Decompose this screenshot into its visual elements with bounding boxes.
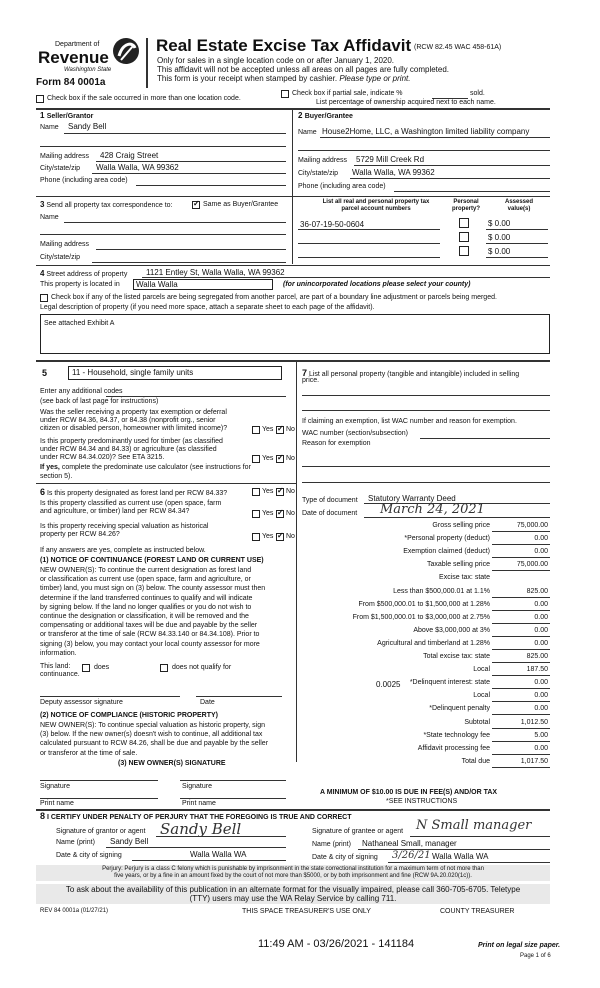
s8-num: 8 <box>40 811 46 821</box>
subtitle-3: This form is your receipt when stamped by cashier. <box>157 74 338 83</box>
form-title: Real Estate Excise Tax Affidavit <box>156 36 412 55</box>
s5-q1-line3: citizen or disabled person, homeowner with limited income)? <box>40 425 228 433</box>
s6-q1-no-checkbox[interactable] <box>276 488 284 496</box>
subtitle-2: This affidavit will not be accepted unless all areas on all pages are fully completed. <box>157 65 450 74</box>
subtitle-3b: Please type or print. <box>339 74 411 83</box>
parcel-number-1[interactable]: 36-07-19-50-0604 <box>300 220 365 229</box>
grantor-city[interactable]: Walla Walla WA <box>190 850 247 859</box>
s7-text-2: price. <box>302 377 320 384</box>
parcel-head-2: Personal <box>453 199 479 205</box>
new-owner-print-label-2: Print name <box>182 800 216 807</box>
s5-q2-no-checkbox[interactable] <box>276 455 284 463</box>
county-treasurer-label: COUNTY TREASURER <box>440 908 515 915</box>
location-value: Walla Walla <box>136 280 178 289</box>
tax-row-value[interactable]: 0.00 <box>534 705 548 713</box>
personal-property-checkbox-3[interactable] <box>459 246 469 256</box>
s5-q2-yes-checkbox[interactable] <box>252 455 260 463</box>
tax-row-label: Total excise tax: state <box>423 653 490 660</box>
grantor-name-label: Name (print) <box>56 839 95 846</box>
s6-q2-line1: Is this property classified as current use (open space, farm <box>40 500 222 507</box>
wac-number-label: WAC number (section/subsection) <box>302 430 408 437</box>
new-owner-signature-label-2: Signature <box>182 783 212 790</box>
revision-label: REV 84 0001a (01/27/21) <box>40 908 109 914</box>
corr-num: 3 <box>40 200 45 209</box>
corr-address-label: Mailing address <box>40 241 90 248</box>
statute: (RCW 82.45 WAC 458-61A) <box>414 44 502 51</box>
s7-text-1: List all personal property (tangible and intangible) included in selling <box>308 371 520 378</box>
s5-q1-line2: under RCW 84.36, 84.37, or 84.38 (nonprofit org., senior <box>40 417 216 425</box>
seller-name-label: Name <box>40 124 59 131</box>
legal-description-field[interactable] <box>40 314 550 354</box>
grantor-signature[interactable]: Sandy Bell <box>160 820 242 838</box>
seller-num: 1 <box>40 111 45 120</box>
s5-ifyes-text: complete the predominate use calculator (see instructions for <box>61 464 251 471</box>
s6-q2-line2: and agriculture, or timber) land per RCW 84.34? <box>40 508 190 516</box>
state-label: Washington State <box>64 67 112 73</box>
s5-num: 5 <box>42 368 48 378</box>
buyer-address-label: Mailing address <box>298 157 348 164</box>
dept-label: Department of <box>55 41 100 48</box>
buyer-num: 2 <box>298 111 303 120</box>
page-number: Page 1 of 6 <box>520 953 551 959</box>
tax-row-label: *Delinquent penalty <box>429 705 490 713</box>
tax-row-value[interactable]: 0.00 <box>534 548 548 556</box>
location-label: This property is located in <box>40 281 120 288</box>
personal-property-checkbox-1[interactable] <box>459 218 469 228</box>
s5-q1-no-label: No <box>286 426 295 433</box>
s6-q3-line1: Is this property receiving special valuation as historical <box>40 523 209 530</box>
buyer-heading: Buyer/Grantee <box>304 113 353 120</box>
tax-row-value[interactable]: 0.00 <box>534 600 548 608</box>
s6-q2-yes-checkbox[interactable] <box>252 510 260 518</box>
tax-row-value[interactable]: 0.00 <box>534 626 548 634</box>
same-as-buyer-label: Same as Buyer/Grantee <box>203 201 279 208</box>
s6-q3-no-label: No <box>286 533 295 540</box>
corr-name-label: Name <box>40 214 59 221</box>
ownership-label: List percentage of ownership acquired next to each name. <box>316 99 496 106</box>
doc-date-value[interactable]: March 24, 2021 <box>380 502 485 517</box>
see-back-label: (see back of last page for instructions) <box>40 398 159 405</box>
s5-q1-no-checkbox[interactable] <box>276 426 284 434</box>
tax-row-label: *State technology fee <box>423 731 490 739</box>
continuance-label: continuance. <box>40 671 80 679</box>
form-number: Form 84 0001a <box>36 77 106 88</box>
subtitle-1: Only for sales in a single location code on or after January 1, 2020. <box>157 56 395 65</box>
street-num: 4 <box>40 269 45 278</box>
seller-address[interactable]: 428 Craig Street <box>100 151 159 160</box>
doc-date-label: Date of document <box>302 510 358 517</box>
tax-row-label: *Delinquent interest: state <box>409 679 490 687</box>
tax-row-value[interactable]: 0.00 <box>534 744 548 752</box>
tax-row-label: Local <box>473 692 490 700</box>
cashier-stamp: 11:49 AM - 03/26/2021 - 141184 <box>258 938 415 950</box>
minimum-notice: A MINIMUM OF $10.00 IS DUE IN FEE(S) AND/OR TAX <box>320 789 498 796</box>
tax-row-value[interactable]: 75,000.00 <box>516 522 548 529</box>
s5-q2-line1: Is this property predominantly used for timber (as classified <box>40 438 223 445</box>
notice-2-heading: (2) NOTICE OF COMPLIANCE (HISTORIC PROPERTY) <box>40 712 218 719</box>
tax-row-label: Total due <box>461 757 490 765</box>
s6-num: 6 <box>40 487 46 497</box>
grantor-date-city-label: Date & city of signing <box>56 852 122 859</box>
buyer-name-label: Name <box>298 129 317 136</box>
same-as-buyer-checkbox[interactable] <box>192 201 200 209</box>
tax-row-label: Less than $500,000.01 at 1.1% <box>393 587 490 595</box>
tax-row-label: *Personal property (deduct) <box>404 535 490 543</box>
tax-row-value[interactable]: 1,017.50 <box>520 757 548 765</box>
tax-row-label: Subtotal <box>464 718 490 726</box>
tax-row-value[interactable]: 187.50 <box>526 666 548 674</box>
tax-row-label: Local <box>473 666 490 674</box>
s5-q2-line3: under RCW 84.34.020)? See ETA 3215. <box>40 454 165 462</box>
s5-q2-no-label: No <box>286 455 295 462</box>
doc-type-label: Type of document <box>302 497 358 504</box>
s6-q1-yes-label: Yes <box>262 488 274 495</box>
local-rate: 0.0025 <box>376 680 401 689</box>
notice-3-heading: (3) NEW OWNER(S) SIGNATURE <box>118 760 226 767</box>
s6-q3-yes-label: Yes <box>262 533 274 540</box>
see-instructions: *SEE INSTRUCTIONS <box>386 798 458 805</box>
treasurer-use-label: THIS SPACE TREASURER'S USE ONLY <box>242 908 371 915</box>
doc-type-value[interactable]: Statutory Warranty Deed <box>368 494 456 503</box>
reason-exemption-label: Reason for exemption <box>302 440 371 447</box>
assessed-value-2[interactable]: $ 0.00 <box>488 233 511 242</box>
grantee-name-label: Name (print) <box>312 841 351 848</box>
grantor-name[interactable]: Sandy Bell <box>110 837 149 846</box>
sold-label: sold. <box>470 90 485 97</box>
tax-row-value[interactable]: 0.00 <box>534 692 548 700</box>
location-note: (for unincorporated locations please select your county) <box>283 281 471 288</box>
parcel-head-1b: parcel account numbers <box>341 205 411 212</box>
grantee-name[interactable]: Nathaneal Small, manager <box>362 839 457 848</box>
assessed-value-1[interactable]: $ 0.00 <box>488 219 511 228</box>
seller-heading: Seller/Grantor <box>46 113 94 120</box>
does-not-label: does not qualify for <box>172 664 232 671</box>
buyer-phone-label: Phone (including area code) <box>298 183 386 190</box>
tax-row-value[interactable]: 0.00 <box>534 679 548 687</box>
tax-row-value[interactable]: 75,000.00 <box>516 561 548 569</box>
deputy-signature-label: Deputy assessor signature <box>40 699 123 706</box>
s6-q1: Is this property designated as forest land per RCW 84.33? <box>46 490 228 497</box>
grantee-signature[interactable]: N Small manager <box>416 818 532 833</box>
grantee-city[interactable]: Walla Walla WA <box>432 852 489 861</box>
does-label: does <box>94 664 110 671</box>
tax-row-value[interactable]: 1,012.50 <box>520 718 548 726</box>
tax-row-value[interactable]: 5.00 <box>534 731 548 739</box>
tax-row-value[interactable]: 0.00 <box>534 613 548 621</box>
s6-q1-yes-checkbox[interactable] <box>252 488 260 496</box>
tax-row-value[interactable]: 825.00 <box>526 653 548 660</box>
segregated-checkbox[interactable] <box>40 294 48 302</box>
seller-address-label: Mailing address <box>40 153 90 160</box>
tax-row-value[interactable]: 0.00 <box>534 639 548 647</box>
s5-q2-line2: under RCW 84.34 and 84.33) or agriculture (as classified <box>40 446 217 454</box>
grantee-date[interactable]: 3/26/21 <box>392 850 431 861</box>
s5-q1-yes-label: Yes <box>262 426 274 433</box>
tax-row-label: Agricultural and timberland at 1.28% <box>377 639 490 647</box>
tax-row-label: From $1,500,000.01 to $3,000,000 at 2.75% <box>352 613 490 621</box>
tax-row-label: Exemption claimed (deduct) <box>403 548 490 556</box>
revenue-logo-text: Revenue <box>38 48 109 67</box>
s5-q1-yes-checkbox[interactable] <box>252 426 260 434</box>
s6-q1-no-label: No <box>286 488 295 495</box>
notice-1-body: NEW OWNER(S): To continue the current designation as forest land or classification as current use (open space, farm and agriculture, or timber) land, you must sign on (3) below. The county assessor must then determine if the land transferred continues to qualify and will indicate by signing below. If the land no longer qualifies or you do not wish to continue the designation or classification, it will be removed and the compensating or additional taxes will be due and payable by the seller or transferor at the time of sale (RCW 84.33.140 or 84.34.108). Prior to signing (3) below, you may contact your local county assessor for more information. <box>40 567 266 657</box>
tax-row-label: From $500,000.01 to $1,500,000 at 1.28% <box>358 600 490 608</box>
does-qualify-checkbox[interactable] <box>82 664 90 672</box>
this-land-label: This land: <box>40 663 71 670</box>
notice-1-heading: (1) NOTICE OF CONTINUANCE (FOREST LAND OR CURRENT USE) <box>40 557 264 564</box>
segregated-label: Check box if any of the listed parcels are being segregated from another parcel, are part of a boundary line adjustment or parcels being merged. <box>51 294 497 301</box>
legal-desc-label: Legal description of property (if you need more space, attach a separate sheet to each page of the affidavit). <box>40 304 375 311</box>
partial-sale-label: Check box if partial sale, indicate % <box>292 90 403 97</box>
grantee-date-city-label: Date & city of signing <box>312 854 378 861</box>
buyer-city[interactable]: Walla Walla, WA 99362 <box>352 168 435 177</box>
legal-description-value: See attached Exhibit A <box>44 320 115 327</box>
grantor-sig-label: Signature of grantor or agent <box>56 828 146 835</box>
s5-q2-yes-label: Yes <box>262 455 274 462</box>
street-address[interactable]: 1121 Entley St, Walla Walla, WA 99362 <box>146 268 285 277</box>
s5-q1-line1: Was the seller receiving a property tax exemption or deferral <box>40 409 227 416</box>
s6-ifany: If any answers are yes, complete as instructed below. <box>40 547 206 554</box>
additional-codes-label: Enter any additional codes <box>40 388 123 395</box>
new-owner-print-label-1: Print name <box>40 800 74 807</box>
assessed-value-3[interactable]: $ 0.00 <box>488 247 511 256</box>
seller-phone-label: Phone (including area code) <box>40 177 128 184</box>
tax-row-label: Gross selling price <box>432 522 490 529</box>
exemption-label: If claiming an exemption, list WAC number and reason for exemption. <box>302 418 517 425</box>
buyer-name[interactable]: House2Home, LLC, a Washington limited liability company <box>322 127 530 136</box>
tax-row-label: Affidavit processing fee <box>417 744 490 752</box>
multi-location-label: Check box if the sale occurred in more than one location code. <box>47 95 241 102</box>
s5-ifyes-bold: If yes, <box>40 464 60 471</box>
s6-q2-yes-label: Yes <box>262 510 274 517</box>
deputy-date-label: Date <box>200 699 215 706</box>
partial-sale-checkbox[interactable] <box>281 90 289 98</box>
grantee-sig-label: Signature of grantee or agent <box>312 828 404 835</box>
s6-q3-yes-checkbox[interactable] <box>252 533 260 541</box>
new-owner-signature-label-1: Signature <box>40 783 70 790</box>
buyer-address[interactable]: 5729 Mill Creek Rd <box>356 155 425 164</box>
s6-q3-line2: property per RCW 84.26? <box>40 531 120 539</box>
revenue-logo-icon <box>111 36 141 66</box>
tax-row-value[interactable]: 0.00 <box>534 535 548 543</box>
certification: I CERTIFY UNDER PENALTY OF PERJURY THAT THE FOREGOING IS TRUE AND CORRECT <box>46 814 352 821</box>
accessibility-block: To ask about the availability of this publication in an alternate format for the visually impaired, please call 360-705-6705. Teletype (TTY) users may use the WA Relay Service by calling 711. <box>36 884 550 904</box>
perjury-block: Perjury: Perjury is a class C felony which is punishable by imprisonment in the state correctional institution for a maximum term of not more than five years, or by a fine in an amount fixed by the court of not more than $5000, or by both imprisonment and fine (RCW 9A.20.020(1c)). <box>36 865 550 881</box>
buyer-city-label: City/state/zip <box>298 170 339 177</box>
seller-city[interactable]: Walla Walla, WA 99362 <box>96 163 179 172</box>
seller-name[interactable]: Sandy Bell <box>68 122 107 131</box>
corr-text: Send all property tax correspondence to: <box>46 202 173 209</box>
street-label: Street address of property <box>46 271 128 278</box>
parcel-head-2b: property? <box>451 205 480 212</box>
notice-2-body: NEW OWNER(S): To continue special valuation as historic property, sign (3) below. If the new owner(s) doesn't wish to continue, all additional tax calculated pursuant to RCW 84.26, shall be due and payable by the seller or transferor at the time of sale. <box>40 722 269 757</box>
does-not-qualify-checkbox[interactable] <box>160 664 168 672</box>
s7-num: 7 <box>302 368 308 378</box>
personal-property-checkbox-2[interactable] <box>459 232 469 242</box>
parcel-head-3: Assessed <box>504 199 534 205</box>
land-use-code: 11 - Household, single family units <box>72 368 194 377</box>
corr-city-label: City/state/zip <box>40 254 81 261</box>
s6-q2-no-checkbox[interactable] <box>276 510 284 518</box>
tax-row-label: Excise tax: state <box>439 574 490 582</box>
seller-city-label: City/state/zip <box>40 165 81 172</box>
parcel-head-1: List all real and personal property tax <box>322 199 430 205</box>
multi-location-checkbox[interactable] <box>36 95 44 103</box>
tax-row-label: Taxable selling price <box>426 561 490 569</box>
tax-row-value[interactable]: 825.00 <box>526 587 548 595</box>
tax-row-label: Above $3,000,000 at 3% <box>413 626 490 634</box>
legal-size-note: Print on legal size paper. <box>478 942 561 949</box>
parcel-head-3b: value(s) <box>507 205 531 212</box>
s5-ifyes-text-2: section 5). <box>40 473 73 480</box>
s6-q3-no-checkbox[interactable] <box>276 533 284 541</box>
s6-q2-no-label: No <box>286 510 295 517</box>
